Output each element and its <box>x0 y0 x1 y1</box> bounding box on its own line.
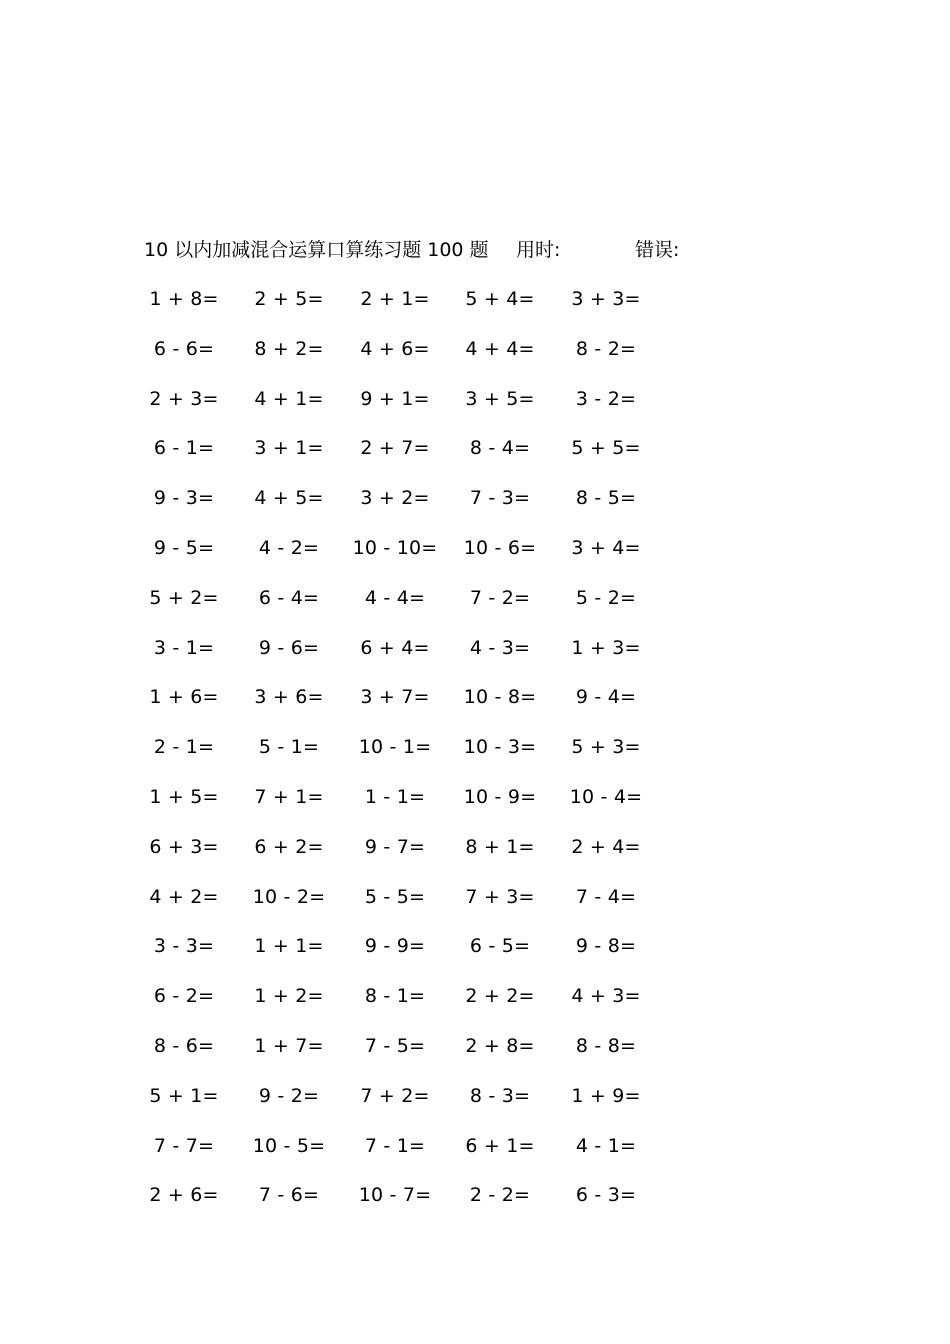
arithmetic-problem: 7 - 3= <box>469 487 531 510</box>
arithmetic-problem: 2 + 1= <box>360 288 430 310</box>
arithmetic-problem: 7 - 7= <box>153 1134 215 1157</box>
arithmetic-problem: 10 - 2= <box>252 885 326 908</box>
arithmetic-problem: 10 - 3= <box>463 736 537 759</box>
arithmetic-problem: 9 + 1= <box>360 387 430 410</box>
arithmetic-problem: 6 - 6= <box>153 337 215 360</box>
arithmetic-problem: 5 + 1= <box>149 1084 219 1107</box>
arithmetic-problem: 9 - 9= <box>364 935 426 958</box>
arithmetic-problem: 4 + 4= <box>465 337 535 360</box>
arithmetic-problem: 9 - 5= <box>153 536 215 559</box>
arithmetic-problem: 9 - 7= <box>364 835 426 858</box>
arithmetic-problem: 8 - 2= <box>575 337 637 360</box>
arithmetic-problem: 4 - 1= <box>575 1134 637 1157</box>
arithmetic-problem: 9 - 8= <box>575 935 637 958</box>
arithmetic-problem: 5 + 4= <box>465 288 535 310</box>
errors-label: 错误: <box>635 239 680 261</box>
arithmetic-problem: 10 - 8= <box>463 686 537 709</box>
arithmetic-problem: 5 + 3= <box>571 736 641 759</box>
problem-row <box>0 834 950 884</box>
arithmetic-problem: 3 + 2= <box>360 487 430 510</box>
arithmetic-problem: 2 + 6= <box>149 1184 219 1207</box>
arithmetic-problem: 1 + 3= <box>571 636 641 659</box>
arithmetic-problem: 4 - 4= <box>364 586 426 609</box>
arithmetic-problem: 8 - 5= <box>575 487 637 510</box>
arithmetic-problem: 5 + 5= <box>571 437 641 460</box>
arithmetic-problem: 5 - 5= <box>364 885 426 908</box>
problem-row <box>0 535 950 585</box>
arithmetic-problem: 8 + 1= <box>465 835 535 858</box>
arithmetic-problem: 9 - 6= <box>258 636 320 659</box>
arithmetic-problem: 2 + 5= <box>254 288 324 310</box>
arithmetic-problem: 6 - 1= <box>153 437 215 460</box>
problem-row <box>0 1182 950 1232</box>
problem-row <box>0 933 950 983</box>
arithmetic-problem: 2 + 8= <box>465 1034 535 1057</box>
arithmetic-problem: 7 - 4= <box>575 885 637 908</box>
arithmetic-problem: 2 + 3= <box>149 387 219 410</box>
arithmetic-problem: 8 - 1= <box>364 985 426 1008</box>
arithmetic-problem: 7 - 1= <box>364 1134 426 1157</box>
problem-row <box>0 286 950 336</box>
arithmetic-problem: 5 - 1= <box>258 736 320 759</box>
arithmetic-problem: 1 + 5= <box>149 785 219 808</box>
arithmetic-problem: 2 - 1= <box>153 736 215 759</box>
arithmetic-problem: 4 - 3= <box>469 636 531 659</box>
arithmetic-problem: 9 - 4= <box>575 686 637 709</box>
arithmetic-problem: 1 + 7= <box>254 1034 324 1057</box>
arithmetic-problem: 3 + 1= <box>254 437 324 460</box>
problem-row <box>0 336 950 386</box>
arithmetic-problem: 10 - 4= <box>569 785 643 808</box>
arithmetic-problem: 5 + 2= <box>149 586 219 609</box>
arithmetic-problem: 2 + 2= <box>465 985 535 1008</box>
arithmetic-problem: 2 + 4= <box>571 835 641 858</box>
arithmetic-problem: 1 + 1= <box>254 935 324 958</box>
arithmetic-problem: 4 + 3= <box>571 985 641 1008</box>
arithmetic-problem: 7 + 3= <box>465 885 535 908</box>
arithmetic-problem: 7 + 1= <box>254 785 324 808</box>
problem-row <box>0 884 950 934</box>
problem-row <box>0 983 950 1033</box>
arithmetic-problem: 7 - 6= <box>258 1184 320 1207</box>
arithmetic-problem: 4 + 1= <box>254 387 324 410</box>
arithmetic-problem: 10 - 6= <box>463 536 537 559</box>
problem-row <box>0 684 950 734</box>
arithmetic-problem: 1 + 9= <box>571 1084 641 1107</box>
problem-row <box>0 784 950 834</box>
problem-row <box>0 435 950 485</box>
arithmetic-problem: 1 + 6= <box>149 686 219 709</box>
arithmetic-problem: 10 - 5= <box>252 1134 326 1157</box>
arithmetic-problem: 7 - 5= <box>364 1034 426 1057</box>
arithmetic-problem: 6 - 4= <box>258 586 320 609</box>
arithmetic-problem: 7 + 2= <box>360 1084 430 1107</box>
arithmetic-problem: 10 - 10= <box>352 536 438 559</box>
arithmetic-problem: 8 + 2= <box>254 337 324 360</box>
problem-row <box>0 1133 950 1183</box>
arithmetic-problem: 3 - 1= <box>153 636 215 659</box>
arithmetic-problem: 8 - 3= <box>469 1084 531 1107</box>
arithmetic-problem: 1 + 8= <box>149 288 219 310</box>
arithmetic-problem: 2 + 7= <box>360 437 430 460</box>
arithmetic-problem: 6 + 3= <box>149 835 219 858</box>
arithmetic-problem: 6 - 2= <box>153 985 215 1008</box>
arithmetic-problem: 3 + 7= <box>360 686 430 709</box>
worksheet-header <box>144 236 844 264</box>
problem-row <box>0 1033 950 1083</box>
problem-row <box>0 1083 950 1133</box>
problem-row <box>0 485 950 535</box>
arithmetic-problem: 3 + 5= <box>465 387 535 410</box>
time-used-label: 用时: <box>516 239 561 261</box>
arithmetic-problem: 10 - 1= <box>358 736 432 759</box>
arithmetic-problem: 4 + 5= <box>254 487 324 510</box>
arithmetic-problem: 6 - 3= <box>575 1184 637 1207</box>
arithmetic-problem: 6 - 5= <box>469 935 531 958</box>
arithmetic-problem: 9 - 2= <box>258 1084 320 1107</box>
worksheet-title: 10 以内加减混合运算口算练习题 100 题 <box>144 239 489 261</box>
problem-grid <box>0 286 950 1232</box>
problem-row <box>0 734 950 784</box>
arithmetic-problem: 3 + 3= <box>571 288 641 310</box>
arithmetic-problem: 1 + 2= <box>254 985 324 1008</box>
arithmetic-problem: 8 - 4= <box>469 437 531 460</box>
arithmetic-problem: 6 + 1= <box>465 1134 535 1157</box>
arithmetic-problem: 8 - 8= <box>575 1034 637 1057</box>
arithmetic-problem: 5 - 2= <box>575 586 637 609</box>
arithmetic-problem: 4 + 6= <box>360 337 430 360</box>
arithmetic-problem: 6 + 4= <box>360 636 430 659</box>
arithmetic-problem: 4 + 2= <box>149 885 219 908</box>
arithmetic-problem: 10 - 7= <box>358 1184 432 1207</box>
problem-row <box>0 635 950 685</box>
arithmetic-problem: 3 + 6= <box>254 686 324 709</box>
arithmetic-problem: 4 - 2= <box>258 536 320 559</box>
arithmetic-problem: 2 - 2= <box>469 1184 531 1207</box>
problem-row <box>0 386 950 436</box>
arithmetic-problem: 3 + 4= <box>571 536 641 559</box>
arithmetic-problem: 10 - 9= <box>463 785 537 808</box>
arithmetic-problem: 3 - 2= <box>575 387 637 410</box>
problem-row <box>0 585 950 635</box>
arithmetic-problem: 8 - 6= <box>153 1034 215 1057</box>
arithmetic-problem: 9 - 3= <box>153 487 215 510</box>
arithmetic-problem: 1 - 1= <box>364 785 426 808</box>
arithmetic-problem: 7 - 2= <box>469 586 531 609</box>
arithmetic-problem: 3 - 3= <box>153 935 215 958</box>
arithmetic-problem: 6 + 2= <box>254 835 324 858</box>
